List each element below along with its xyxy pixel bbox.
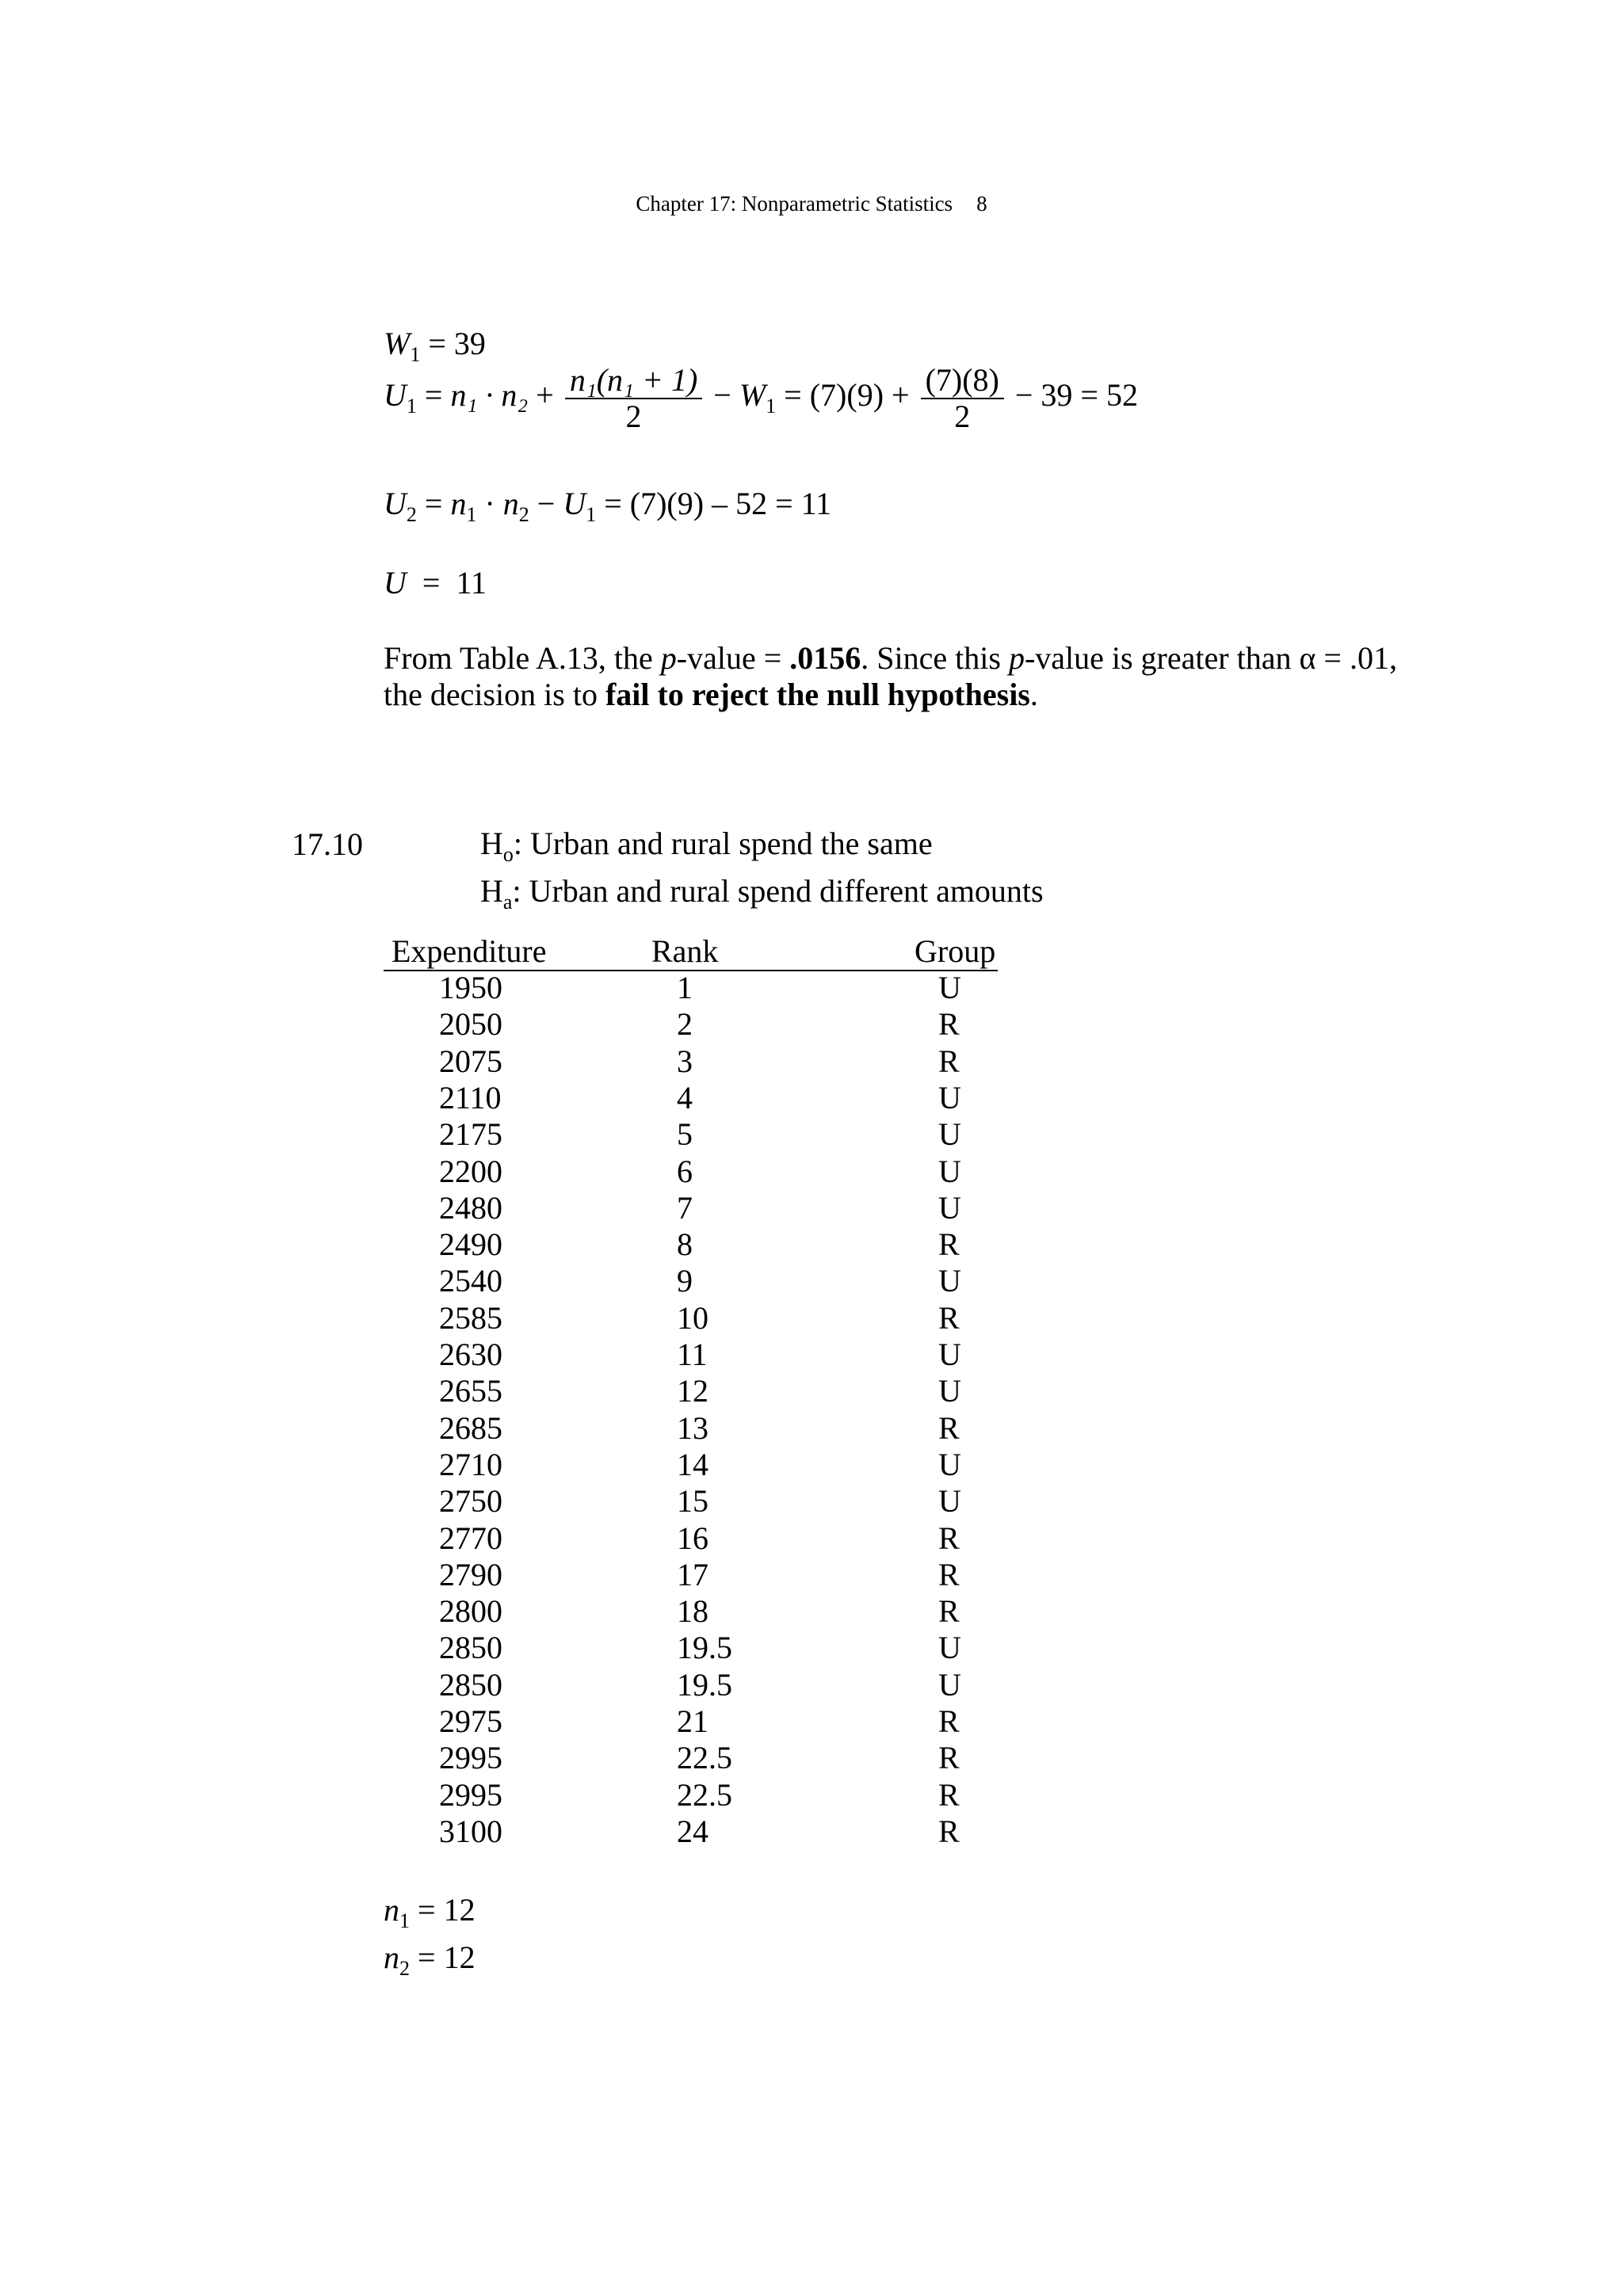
rank-cell: 9 <box>677 1263 693 1299</box>
table-row <box>384 1226 998 1263</box>
table-row <box>384 1080 998 1116</box>
expenditure-cell: 1950 <box>439 970 502 1005</box>
expenditure-cell: 2975 <box>439 1703 502 1739</box>
expenditure-cell: 2480 <box>439 1189 502 1226</box>
rank-cell: 3 <box>677 1043 693 1079</box>
group-cell: U <box>938 1373 961 1409</box>
p-value: .0156 <box>789 640 861 676</box>
table-row <box>384 1410 998 1447</box>
rank-cell: 7 <box>677 1189 693 1226</box>
table-row <box>384 1190 998 1226</box>
expenditure-cell: 2075 <box>439 1043 502 1079</box>
conclusion-line-2: the decision is to fail to reject the null hypothesis. <box>384 677 1038 712</box>
n1-value: 12 <box>443 1892 475 1928</box>
sample-sizes <box>384 1892 475 1987</box>
group-cell: R <box>938 1813 960 1849</box>
rank-cell: 8 <box>677 1226 693 1263</box>
table-row <box>384 1337 998 1373</box>
table-row <box>384 1593 998 1630</box>
conclusion-line-1: From Table A.13, the p-value = .0156. Since this p-value is greater than α = .01, <box>384 640 1397 676</box>
hypotheses <box>480 826 1044 921</box>
group-cell: R <box>938 1043 960 1079</box>
expenditure-cell: 2850 <box>439 1666 502 1703</box>
header-expenditure: Expenditure <box>391 933 547 969</box>
expenditure-cell: 2110 <box>439 1079 502 1116</box>
group-cell: U <box>938 1263 961 1299</box>
expenditure-cell: 2800 <box>439 1593 502 1630</box>
rank-cell: 22.5 <box>677 1740 732 1776</box>
group-cell: U <box>938 1666 961 1703</box>
rank-cell: 22.5 <box>677 1776 732 1813</box>
table-row <box>384 1116 998 1153</box>
u-value: 11 <box>456 565 487 601</box>
expenditure-cell: 2585 <box>439 1299 502 1336</box>
rank-cell: 18 <box>677 1593 708 1630</box>
rank-cell: 2 <box>677 1006 693 1043</box>
rank-cell: 6 <box>677 1153 693 1189</box>
expenditure-cell: 2685 <box>439 1409 502 1446</box>
table-row <box>384 1300 998 1337</box>
table-row <box>384 1373 998 1409</box>
u1-fraction <box>565 363 702 434</box>
w1-equation: $W_1 = 39$ <box>384 326 486 366</box>
table-row <box>384 1703 998 1740</box>
group-cell: R <box>938 1409 960 1446</box>
rank-cell: 17 <box>677 1556 708 1592</box>
table-row <box>384 1814 998 1850</box>
group-cell: U <box>938 1079 961 1116</box>
group-cell: U <box>938 1446 961 1482</box>
table-row <box>384 1557 998 1593</box>
group-cell: R <box>938 1556 960 1592</box>
rank-cell: 13 <box>677 1409 708 1446</box>
table-row <box>384 1006 998 1043</box>
table-row <box>384 970 998 1006</box>
expenditure-cell: 2050 <box>439 1006 502 1043</box>
group-cell: R <box>938 1593 960 1630</box>
table-row <box>384 1667 998 1703</box>
u1-fraction-numerator: n₁(n₁ + 1) <box>569 362 698 398</box>
n2-line: $n_2 = 12$ <box>384 1939 475 1980</box>
u1-fraction2-denominator: 2 <box>954 399 971 434</box>
table-row <box>384 1154 998 1190</box>
expenditure-cell: 2200 <box>439 1153 502 1189</box>
expenditure-cell: 2770 <box>439 1520 502 1556</box>
table-row <box>384 1043 998 1080</box>
chapter-title: Chapter 17: Nonparametric Statistics <box>636 192 953 215</box>
alternative-hypothesis: $H_a$: Urban and rural spend different amounts <box>480 873 1044 913</box>
n2-value: 12 <box>443 1939 475 1975</box>
u1-equation: $U_1 = n_1 \cdot n_2$ + $\frac{\text{n₁(n₁ + 1)}}{2}$ − $W_1 = (7)(9)$ + $\frac{(7)(8)}{2}$ − 39 = 52 <box>384 362 1138 434</box>
expenditure-cell: 2710 <box>439 1446 502 1482</box>
group-cell: U <box>938 1630 961 1666</box>
expenditure-cell: 2995 <box>439 1740 502 1776</box>
group-cell: R <box>938 1006 960 1043</box>
table-header-row <box>384 933 998 971</box>
group-cell: U <box>938 1189 961 1226</box>
group-cell: U <box>938 1153 961 1189</box>
u1-mid: (7)(9) <box>809 377 884 414</box>
table-row <box>384 1520 998 1557</box>
group-cell: U <box>938 1337 961 1372</box>
expenditure-cell: 2995 <box>439 1776 502 1813</box>
expenditure-cell: 2630 <box>439 1337 502 1372</box>
group-cell: R <box>938 1703 960 1739</box>
header-group: Group <box>915 933 996 969</box>
null-hypothesis: $H_o$: Urban and rural spend the same <box>480 826 933 866</box>
group-cell: R <box>938 1776 960 1813</box>
u1-lhs-terms: n₁ · n₂ <box>450 377 529 414</box>
problem-number: 17.10 <box>292 826 363 862</box>
decision-text: fail to reject the null hypothesis <box>605 677 1030 712</box>
header-rank: Rank <box>651 933 719 969</box>
u1-fraction2-numerator: (7)(8) <box>925 362 999 398</box>
expenditure-cell: 2490 <box>439 1226 502 1263</box>
table-row <box>384 1263 998 1299</box>
table-row <box>384 1630 998 1666</box>
page-number: 8 <box>976 192 987 215</box>
expenditure-cell: 2850 <box>439 1630 502 1666</box>
u1-fraction-denominator: 2 <box>625 399 642 434</box>
expenditure-cell: 2540 <box>439 1263 502 1299</box>
group-cell: R <box>938 1520 960 1556</box>
expenditure-cell: 2655 <box>439 1373 502 1409</box>
expenditure-cell: 2175 <box>439 1116 502 1153</box>
rank-cell: 16 <box>677 1520 708 1556</box>
group-cell: R <box>938 1740 960 1776</box>
w1-value: 39 <box>453 326 486 361</box>
rank-cell: 24 <box>677 1813 708 1849</box>
group-cell: U <box>938 1116 961 1153</box>
rank-cell: 11 <box>677 1337 708 1372</box>
rank-cell: 5 <box>677 1116 693 1153</box>
page-header <box>0 192 1623 216</box>
u-equation: U = 11 <box>384 565 487 601</box>
table-row <box>384 1777 998 1814</box>
group-cell: U <box>938 970 961 1005</box>
u2-equation: $U_2 = n_1 \cdot n_2 - U_1 = (7)(9) - 52 = 11$ <box>384 486 832 526</box>
rank-cell: 10 <box>677 1299 708 1336</box>
conclusion-paragraph <box>384 640 1397 713</box>
group-cell: R <box>938 1299 960 1336</box>
expenditure-cell: 3100 <box>439 1813 502 1849</box>
table-row <box>384 1740 998 1776</box>
rank-cell: 19.5 <box>677 1630 732 1666</box>
rank-cell: 12 <box>677 1373 708 1409</box>
group-cell: U <box>938 1483 961 1520</box>
table-row <box>384 1447 998 1483</box>
group-cell: R <box>938 1226 960 1263</box>
expenditure-cell: 2750 <box>439 1483 502 1520</box>
expenditure-cell: 2790 <box>439 1556 502 1592</box>
n1-line: $n_1 = 12$ <box>384 1892 475 1932</box>
rank-cell: 14 <box>677 1446 708 1482</box>
u2-rhs: = (7)(9) – 52 = 11 <box>596 486 832 521</box>
u1-tail: − 39 = 52 <box>1014 377 1138 414</box>
rank-cell: 1 <box>677 970 693 1005</box>
u1-fraction-numeric <box>921 363 1004 434</box>
rank-cell: 21 <box>677 1703 708 1739</box>
rank-cell: 15 <box>677 1483 708 1520</box>
table-row <box>384 1483 998 1520</box>
rank-cell: 4 <box>677 1079 693 1116</box>
rank-cell: 19.5 <box>677 1666 732 1703</box>
